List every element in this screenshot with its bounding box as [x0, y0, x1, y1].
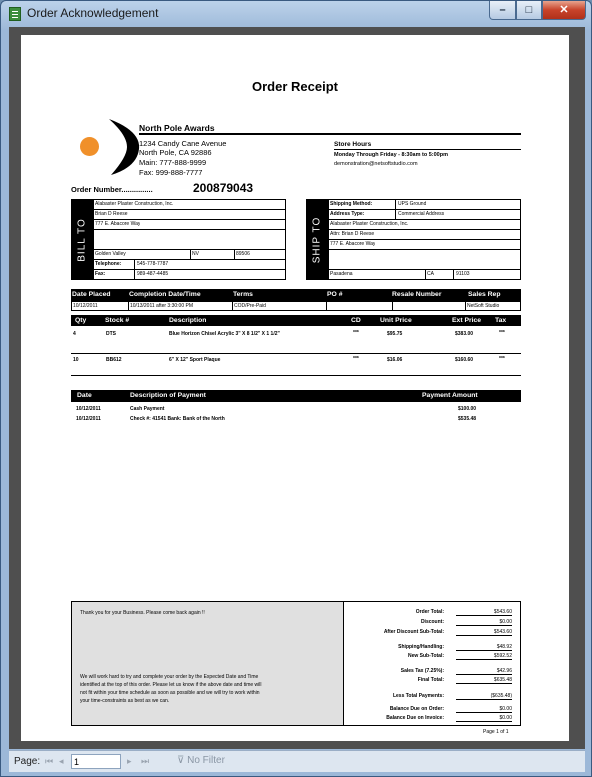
summary-value: ($635.48): [456, 693, 512, 700]
item-cd: ***: [353, 330, 359, 336]
report-title: Order Receipt: [252, 79, 338, 94]
notice-line: not fit within your time schedule as soon as possible and we will try to work within: [80, 690, 260, 696]
summary-label: Shipping/Handling:: [398, 644, 444, 650]
address-type: Commercial Address: [398, 211, 445, 217]
next-page-icon[interactable]: ▸: [127, 756, 132, 766]
report-viewport[interactable]: [9, 27, 585, 749]
window-title: Order Acknowledgement: [27, 6, 159, 20]
bill-city: Golden Valley: [95, 251, 126, 257]
store-hours-text: Monday Through Friday - 8:30am to 5:00pm: [334, 152, 448, 158]
company-name: North Pole Awards: [139, 123, 215, 133]
ship-company: Alabaster Plaster Construction, Inc.: [330, 221, 409, 227]
bill-to-box: [93, 199, 286, 280]
column-header: Description of Payment: [130, 392, 206, 399]
store-hours-rule: [334, 149, 521, 150]
column-header: Payment Amount: [422, 392, 478, 399]
ship-zip: 91103: [456, 271, 470, 277]
company-fax: Fax: 999-888-7777: [139, 168, 203, 177]
column-header: Stock #: [105, 317, 130, 324]
column-header: Terms: [233, 291, 253, 298]
page-count: Page 1 of 1: [483, 729, 509, 735]
order-number: 200879043: [193, 181, 254, 195]
page-label: Page:: [14, 756, 41, 767]
summary-label: Discount:: [420, 619, 444, 625]
first-page-icon[interactable]: ⏮: [45, 756, 54, 766]
order-info-row: [71, 301, 521, 311]
title-bar[interactable]: [1, 1, 591, 27]
summary-value: $0.00: [456, 715, 512, 722]
summary-label: Sales Tax (7.25%):: [400, 668, 444, 674]
item-unit-price: $95.75: [387, 331, 403, 337]
filter-label: No Filter: [187, 755, 225, 766]
bill-fax: 989-487-4485: [137, 271, 169, 277]
column-header: Description: [169, 317, 207, 324]
column-header: Sales Rep: [468, 291, 501, 298]
bill-state: NV: [192, 251, 199, 257]
bill-fax-label: Fax:: [95, 271, 106, 277]
payment-amount: $535.48: [458, 416, 477, 422]
record-navigation-bar: [9, 750, 585, 772]
bill-telephone: 545-778-7787: [137, 261, 169, 267]
access-form-icon: [9, 7, 21, 21]
items-header: [71, 315, 521, 326]
ship-city: Pasadena: [330, 271, 353, 277]
company-rule: [139, 133, 521, 135]
bill-street: 777 E. Abacore Way: [95, 221, 141, 227]
maximize-button[interactable]: □: [516, 1, 542, 20]
column-header: CD: [351, 317, 361, 324]
bill-telephone-label: Telephone:: [95, 261, 122, 267]
store-email: demonstration@netsoftstudio.com: [334, 161, 418, 167]
summary-value: $543.60: [456, 629, 512, 636]
summary-label: Less Total Payments:: [392, 693, 444, 699]
notice-line: We will work hard to try and complete your order by the Expected Date and Time: [80, 674, 259, 680]
summary-label: Final Total:: [417, 677, 444, 683]
payment-date: 10/12/2011: [76, 406, 101, 412]
item-unit-price: $16.06: [387, 357, 403, 363]
date-placed: 10/12/2011: [73, 303, 98, 309]
column-header: PO #: [327, 291, 343, 298]
store-hours-label: Store Hours: [334, 141, 372, 148]
summary-label: Order Total:: [415, 609, 444, 615]
payment-date: 10/12/2011: [76, 416, 101, 422]
completion-date: 10/13/2011 after 3:30:00 PM: [130, 303, 194, 309]
payment-description: Check #: 41541 Bank: Bank of the North: [130, 416, 225, 422]
payment-amount: $100.00: [458, 406, 477, 412]
summary-label: New Sub-Total:: [407, 653, 444, 659]
column-header: Date Placed: [72, 291, 111, 298]
last-page-icon[interactable]: ⏭: [141, 756, 150, 766]
summary-value: $48.92: [456, 644, 512, 651]
company-phone: Main: 777-888-9999: [139, 158, 207, 167]
address-type-label: Address Type:: [330, 211, 365, 217]
summary-box: [71, 601, 521, 726]
column-header: Ext Price: [452, 317, 482, 324]
notice-line: your time-constraints as best as we can.: [80, 698, 170, 704]
ship-state: CA: [427, 271, 434, 277]
summary-label: Balance Due on Order:: [389, 706, 444, 712]
item-separator: [71, 353, 521, 354]
item-qty: 10: [73, 357, 79, 363]
column-header: Date: [77, 392, 92, 399]
item-stock: BB612: [106, 357, 122, 363]
filter-icon: ⊽: [177, 755, 188, 766]
previous-page-icon[interactable]: ◂: [59, 756, 64, 766]
page-number-input[interactable]: [71, 754, 121, 769]
summary-value: $592.52: [456, 653, 512, 660]
shipping-method-label: Shipping Method:: [330, 201, 373, 207]
summary-label: After Discount Sub-Total:: [383, 629, 444, 635]
item-qty: 4: [73, 331, 76, 337]
item-ext-price: $383.00: [455, 331, 474, 337]
summary-label: Balance Due on Invoice:: [386, 715, 444, 721]
summary-value: $635.48: [456, 677, 512, 684]
item-cd: ***: [353, 356, 359, 362]
company-logo-dot: [80, 137, 99, 156]
bill-company: Alabaster Plaster Construction, Inc.: [95, 201, 174, 207]
ship-to-box: [328, 199, 521, 280]
ship-street: 777 E. Abacore Way: [330, 241, 376, 247]
payment-description: Cash Payment: [130, 406, 165, 412]
item-description: 6" X 12" Sport Plaque: [169, 357, 221, 363]
bill-zip: 89506: [236, 251, 250, 257]
report-page: [21, 35, 569, 741]
column-header: Qty: [75, 317, 87, 324]
item-stock: DTS: [106, 331, 116, 337]
item-tax: ***: [499, 330, 505, 336]
notice-line: identified at the top of this order. Please let us know if the above date and time will: [80, 682, 262, 688]
summary-value: $0.00: [456, 619, 512, 626]
column-header: Resale Number: [392, 291, 442, 298]
order-number-label: Order Number...............: [71, 185, 153, 194]
bill-to-tab: BILL TO: [71, 199, 93, 280]
summary-value: $543.60: [456, 609, 512, 616]
column-header: Tax: [495, 317, 507, 324]
summary-value: $0.00: [456, 706, 512, 713]
ship-to-tab: SHIP TO: [306, 199, 328, 280]
column-header: Unit Price: [380, 317, 412, 324]
summary-value: $42.96: [456, 668, 512, 675]
item-separator: [71, 375, 521, 376]
no-filter-button[interactable]: [177, 755, 225, 766]
company-address-line: North Pole, CA 92886: [139, 148, 212, 157]
close-button[interactable]: ✕: [542, 1, 586, 20]
sales-rep: NetSoft Studio: [467, 303, 500, 309]
footer-message-panel: [72, 602, 344, 725]
thank-you-text: Thank you for your Business. Please come back again !!: [80, 610, 205, 616]
column-header: Completion Date/Time: [129, 291, 201, 298]
terms: COD/Pre-Paid: [234, 303, 266, 309]
item-tax: ***: [499, 356, 505, 362]
payments-header: [71, 390, 521, 402]
item-ext-price: $160.60: [455, 357, 474, 363]
order-info-header: [71, 289, 521, 301]
company-address-line: 1234 Candy Cane Avenue: [139, 139, 227, 148]
shipping-method: UPS Ground: [398, 201, 427, 207]
ship-attn: Attn: Brian D Reese: [330, 231, 375, 237]
item-description: Blue Horizon Chisel Acrylic 3" X 8 1/2" X 1 1/2": [169, 331, 280, 337]
minimize-button[interactable]: –: [489, 1, 516, 20]
bill-contact: Brian D Reese: [95, 211, 128, 217]
